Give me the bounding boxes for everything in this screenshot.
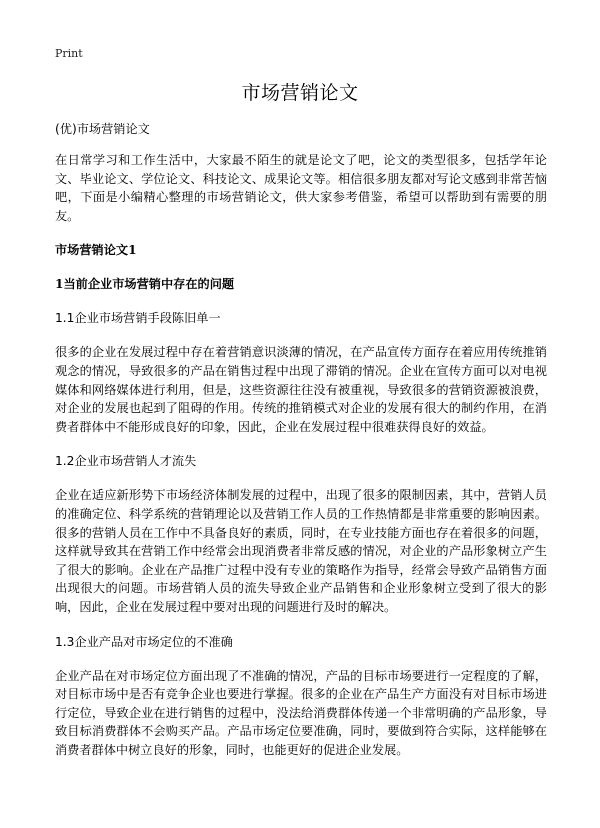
section-paragraph: 企业产品在对市场定位方面出现了不准确的情况，产品的目标市场要进行一定程度的了解，对目标市场中是否有竞争企业也要进行掌握。很多的企业在产品生产方面没有对目标市场进行定位，导致企业在进行销售的过程中，没法给消费群体传递一个非常明确的产品形象，导致目标消费群体不会购买产品。产品市场定位要准确，同时，要做到符合实际，这样能够在消费者群体中树立良好的形象，同时，也能更好的促进企业发展。: [55, 668, 547, 757]
document-body: [55, 120, 547, 775]
section-heading: 1.2企业市场营销人才流失: [55, 454, 197, 469]
section-title: 市场营销论文1: [55, 243, 137, 258]
intro-paragraph: 在日常学习和工作生活中，大家最不陌生的就是论文了吧，论文的类型很多，包括学年论文、毕业论文、学位论文、科技论文、成果论文等。相信很多朋友都对写论文感到非常苦恼吧，下面是小编精心整理的市场营销论文，供大家参考借鉴，希望可以帮助到有需要的朋友。: [55, 153, 547, 223]
print-label[interactable]: Print: [55, 47, 83, 60]
section-heading: 1.3企业产品对市场定位的不准确: [55, 634, 233, 649]
page-title: 市场营销论文: [241, 82, 359, 104]
section-heading: 1.1企业市场营销手段陈旧单一: [55, 311, 221, 326]
section-paragraph: 很多的企业在发展过程中存在着营销意识淡薄的情况，在产品宣传方面存在着应用传统推销观念的情况，导致很多的产品在销售过程中出现了滞销的情况。企业在宣传方面可以对电视媒体和网络媒体进行利用，但是，这些资源往往没有被重视，导致很多的营销资源被浪费，对企业的发展也起到了阻碍的作用。传统的推销模式对企业的发展有很大的制约作用，在消费者群体中不能形成良好的印象，因此，企业在发展过程中很难获得良好的效益。: [55, 345, 547, 434]
document-subtitle: (优)市场营销论文: [55, 122, 150, 136]
section-paragraph: 企业在适应新形势下市场经济体制发展的过程中，出现了很多的限制因素，其中，营销人员的准确定位、科学系统的营销理论以及营销工作人员的工作热情都是非常重要的影响因素。很多的营销人员在工作中不具备良好的素质，同时，在专业技能方面也存在着很多的问题，这样就导致其在营销工作中经常会出现消费者非常反感的情况，对企业的产品形象树立产生了很大的影响。企业在产品推广过程中没有专业的策略作为指导，经常会导致产品销售方面出现很大的问题。市场营销人员的流失导致企业产品销售和企业形象树立受到了很大的影响，因此，企业在发展过程中要对出现的问题进行及时的解决。: [55, 488, 547, 614]
chapter-title: 1当前企业市场营销中存在的问题: [55, 277, 235, 292]
